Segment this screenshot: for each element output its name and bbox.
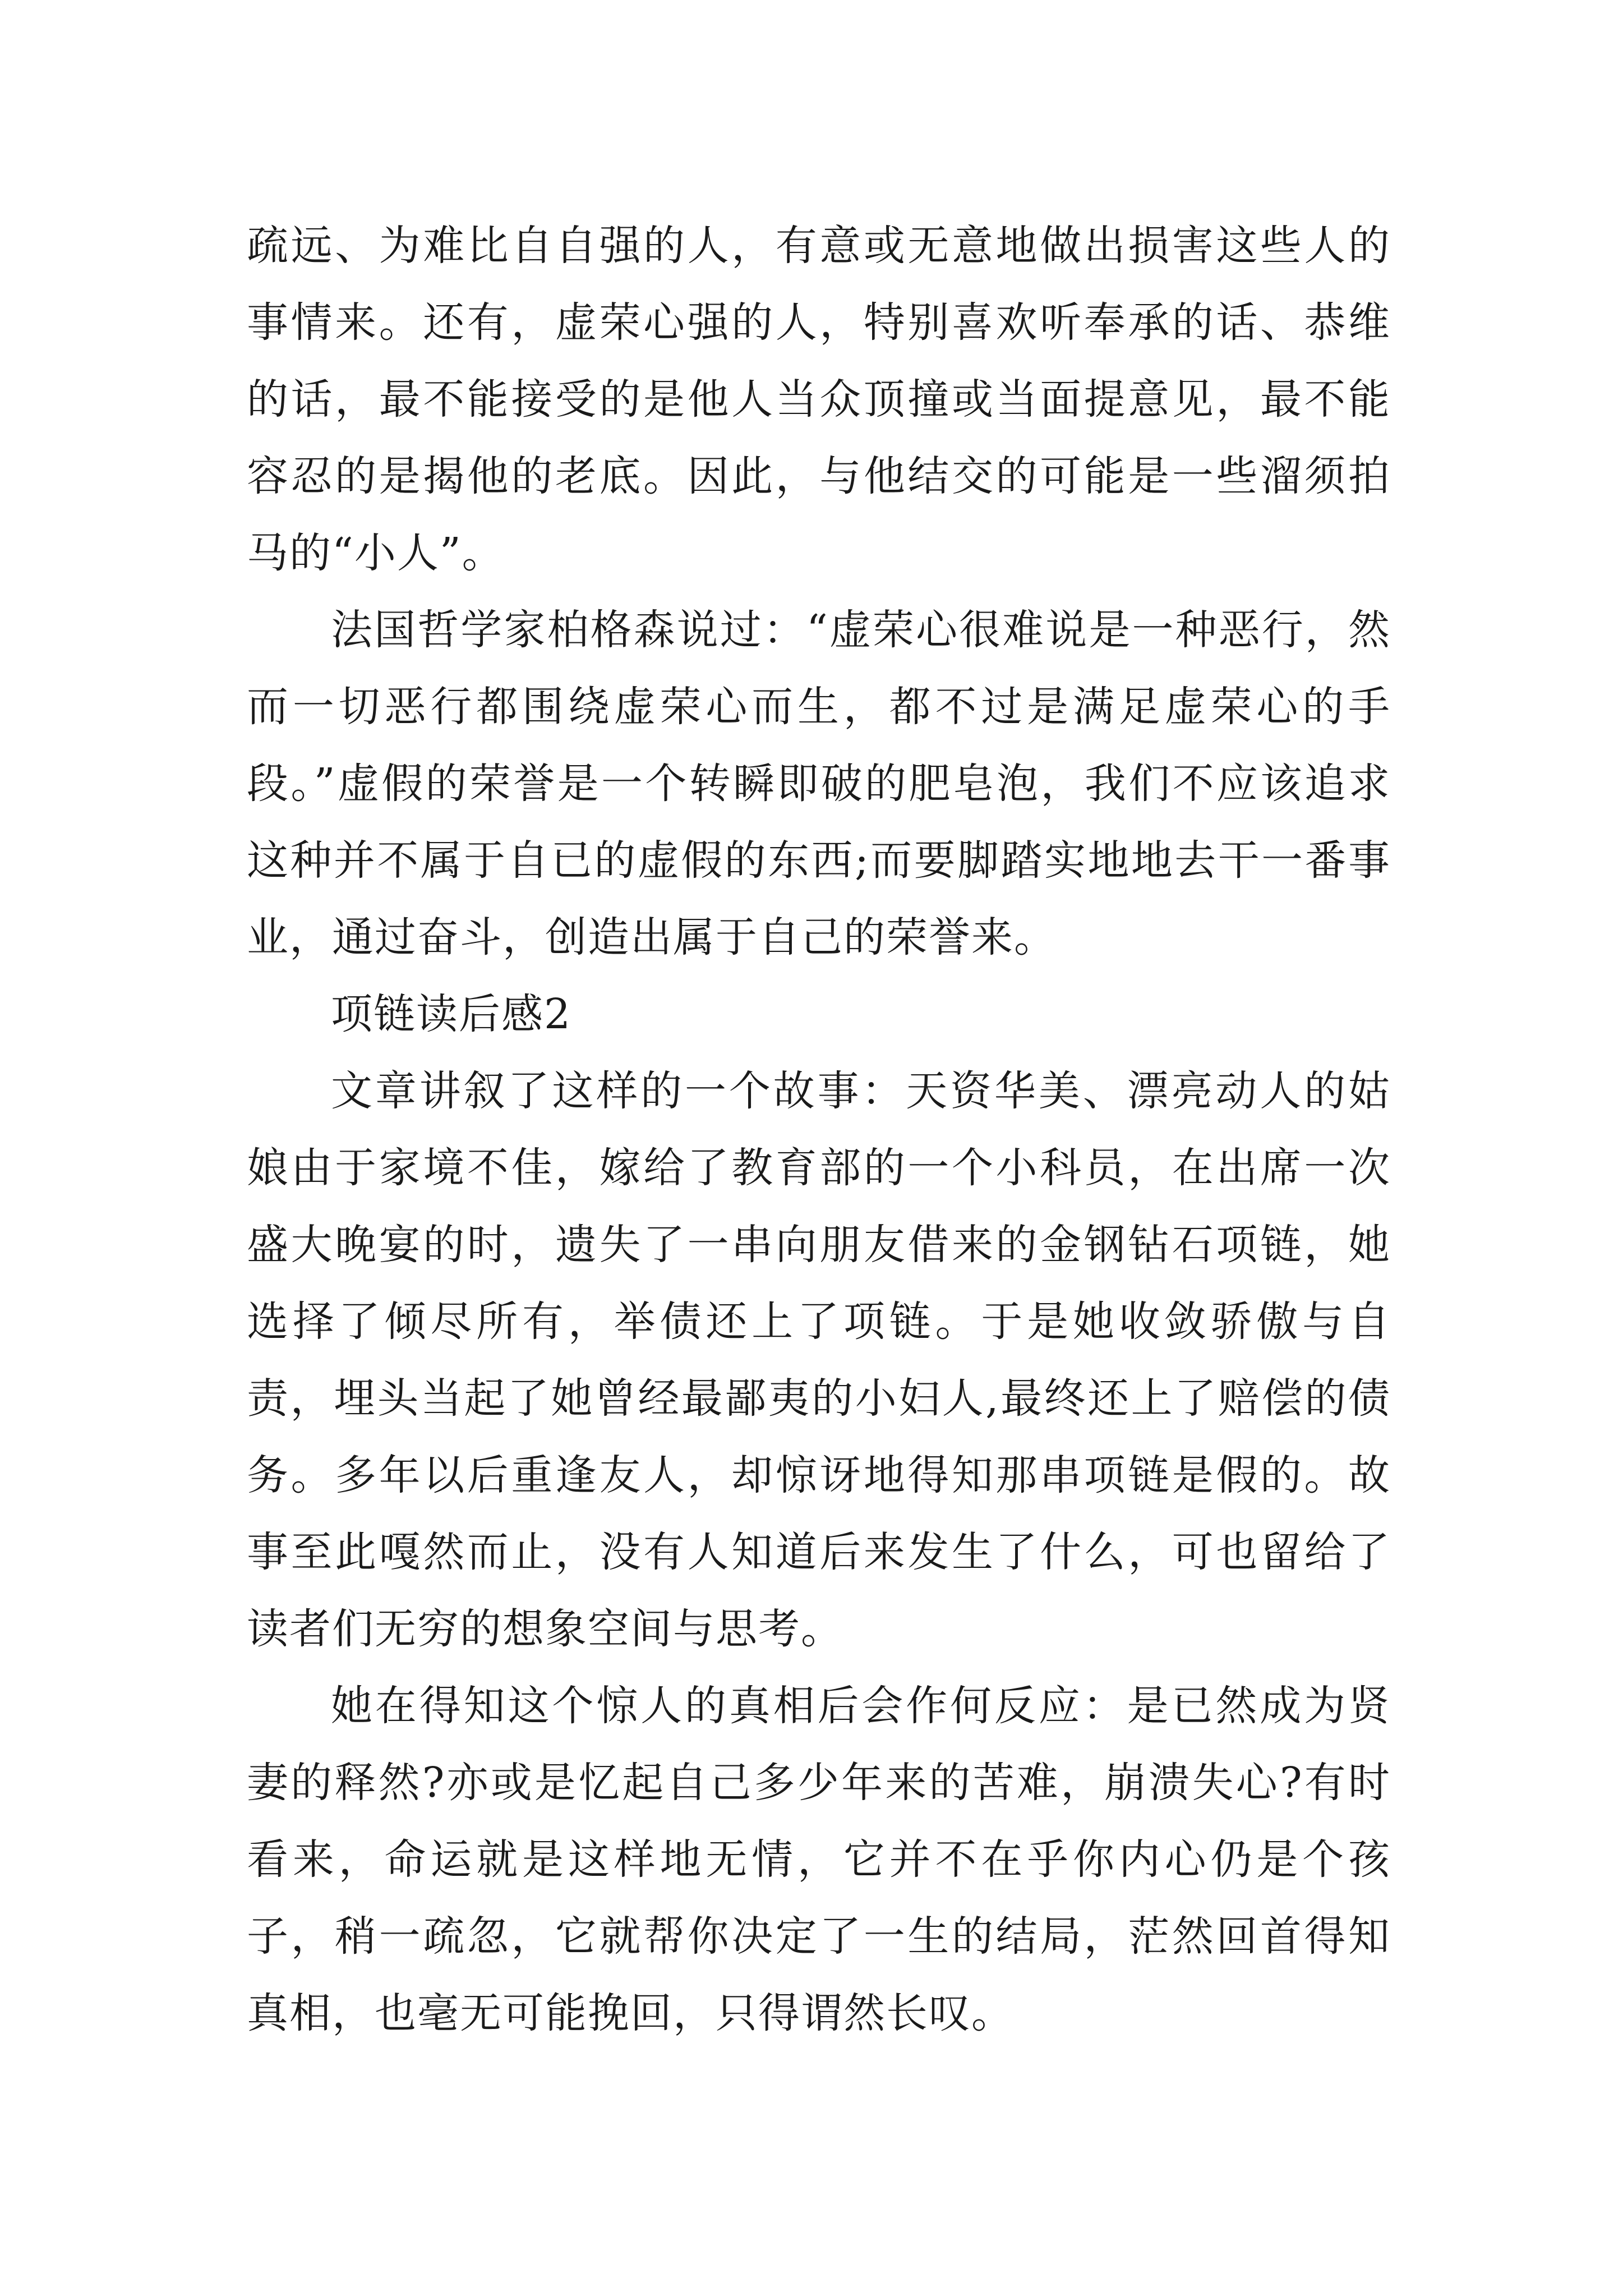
- section-heading: 项链读后感2: [331, 990, 572, 1038]
- paragraph-vanity-continued: 疏远、为难比自自强的人，有意或无意地做出损害这些人的事情来。还有，虚荣心强的人，特别喜欢听奉承的话、恭维的话，最不能接受的是他人当众顶撞或当面提意见，最不能容忍的是揭他的老底。因此，与他结交的可能是一些溜须拍马的“小人”。: [247, 222, 1391, 577]
- document-body: [247, 208, 1391, 2052]
- paragraph-story-summary: 文章讲叙了这样的一个故事：天资华美、漂亮动人的姑娘由于家境不佳，嫁给了教育部的一个小科员，在出席一次盛大晚宴的时，遗失了一串向朋友借来的金钢钻石项链，她选择了倾尽所有，举债还上了项链。于是她收敛骄傲与自责，埋头当起了她曾经最鄙夷的小妇人,最终还上了赔偿的债务。多年以后重逢友人，却惊讶地得知那串项链是假的。故事至此嘎然而止，没有人知道后来发生了什么，可也留给了读者们无穷的想象空间与思考。: [247, 1067, 1391, 1653]
- paragraph-reflection: 她在得知这个惊人的真相后会作何反应：是已然成为贤妻的释然?亦或是忆起自己多少年来的苦难，崩溃失心?有时看来，命运就是这样地无情，它并不在乎你内心仍是个孩子，稍一疏忽，它就帮你决定了一生的结局，茫然回首得知真相，也毫无可能挽回，只得谓然长叹。: [247, 1682, 1391, 2037]
- paragraph-bergson-quote: 法国哲学家柏格森说过：“虚荣心很难说是一种恶行，然而一切恶行都围绕虚荣心而生，都不过是满足虚荣心的手段。”虚假的荣誉是一个转瞬即破的肥皂泡，我们不应该追求这种并不属于自已的虚假的东西;而要脚踏实地地去干一番事业，通过奋斗，创造出属于自己的荣誉来。: [247, 606, 1391, 961]
